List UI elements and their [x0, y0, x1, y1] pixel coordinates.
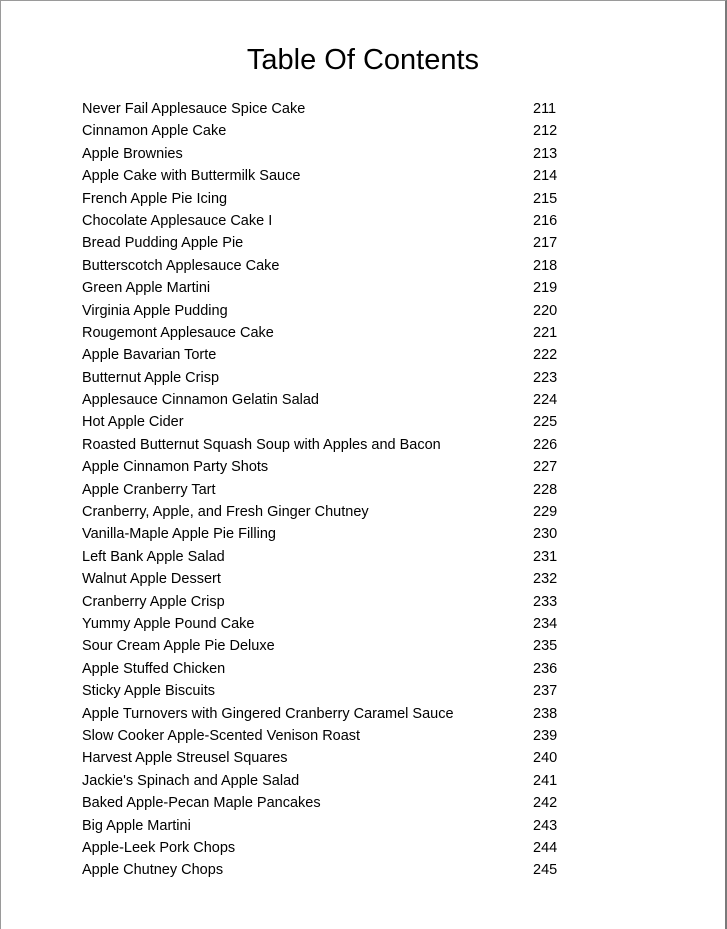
toc-entry[interactable]	[82, 434, 562, 456]
toc-entry[interactable]	[82, 591, 562, 613]
toc-entry[interactable]	[82, 568, 562, 590]
toc-entry-title: Baked Apple-Pecan Maple Pancakes	[82, 795, 321, 812]
toc-entry[interactable]	[82, 747, 562, 769]
toc-entry-page-number: 241	[533, 772, 558, 789]
toc-entry-title: Apple Cinnamon Party Shots	[82, 459, 269, 476]
toc-entry-title: Cranberry Apple Crisp	[82, 593, 225, 610]
toc-entry-page-number: 226	[533, 436, 558, 453]
toc-entry-page-number: 243	[533, 817, 558, 834]
toc-entry-page-number: 240	[533, 750, 558, 767]
toc-entry-page-number: 225	[533, 414, 558, 431]
toc-entry-title: Apple Chutney Chops	[82, 862, 224, 879]
toc-entry[interactable]	[82, 613, 562, 635]
toc-entry[interactable]	[82, 255, 562, 277]
toc-entry-page-number: 223	[533, 369, 558, 386]
toc-entry[interactable]	[82, 658, 562, 680]
toc-entry-page-number: 239	[533, 727, 558, 744]
toc-entry[interactable]	[82, 479, 562, 501]
toc-entry[interactable]	[82, 725, 562, 747]
toc-entry[interactable]	[82, 143, 562, 165]
toc-entry[interactable]	[82, 277, 562, 299]
toc-entry-page-number: 221	[533, 324, 558, 341]
toc-entry-title: Virginia Apple Pudding	[82, 302, 228, 319]
toc-entry-title: Apple-Leek Pork Chops	[82, 839, 236, 856]
toc-entry-title: Jackie's Spinach and Apple Salad	[82, 772, 300, 789]
toc-entry-title: Butternut Apple Crisp	[82, 369, 220, 386]
toc-entry[interactable]	[82, 389, 562, 411]
toc-entry-page-number: 236	[533, 660, 558, 677]
toc-entry-page-number: 232	[533, 571, 558, 588]
toc-entry-title: Yummy Apple Pound Cake	[82, 615, 255, 632]
page-title: Table Of Contents	[246, 44, 480, 76]
toc-entry-title: Bread Pudding Apple Pie	[82, 235, 244, 252]
toc-entry[interactable]	[82, 344, 562, 366]
toc-entry-title: Butterscotch Applesauce Cake	[82, 257, 280, 274]
toc-entry-page-number: 224	[533, 392, 558, 409]
toc-entry-page-number: 218	[533, 257, 558, 274]
toc-entry-title: Sour Cream Apple Pie Deluxe	[82, 638, 275, 655]
toc-entry[interactable]	[82, 120, 562, 142]
toc-entry[interactable]	[82, 501, 562, 523]
toc-entry[interactable]	[82, 300, 562, 322]
toc-entry-page-number: 228	[533, 481, 558, 498]
toc-entry-page-number: 234	[533, 615, 558, 632]
toc-entry[interactable]	[82, 165, 562, 187]
toc-entry-page-number: 244	[533, 839, 558, 856]
toc-entry-page-number: 215	[533, 190, 558, 207]
toc-entry[interactable]	[82, 815, 562, 837]
toc-entry-page-number: 222	[533, 347, 558, 364]
toc-entry[interactable]	[82, 523, 562, 545]
toc-entry-title: Apple Stuffed Chicken	[82, 660, 226, 677]
toc-entry-title: Slow Cooker Apple-Scented Venison Roast	[82, 727, 361, 744]
toc-entry[interactable]	[82, 792, 562, 814]
toc-entry-page-number: 230	[533, 526, 558, 543]
toc-entry-title: Chocolate Applesauce Cake I	[82, 212, 273, 229]
toc-entry-page-number: 227	[533, 459, 558, 476]
toc-entry[interactable]	[82, 98, 562, 120]
toc-entry-title: Harvest Apple Streusel Squares	[82, 750, 288, 767]
toc-entry-page-number: 211	[533, 101, 557, 117]
toc-entry[interactable]	[82, 859, 562, 881]
toc-entry-page-number: 235	[533, 638, 558, 655]
toc-entry-title: Sticky Apple Biscuits	[82, 683, 215, 700]
toc-entry-title: Green Apple Martini	[82, 280, 211, 297]
toc-entry-page-number: 245	[533, 862, 558, 879]
toc-entry-page-number: 237	[533, 683, 558, 700]
toc-entry[interactable]	[82, 680, 562, 702]
toc-entry-page-number: 233	[533, 593, 558, 610]
toc-entry[interactable]	[82, 546, 562, 568]
toc-entry-title: Never Fail Applesauce Spice Cake	[82, 101, 306, 117]
toc-entry-page-number: 212	[533, 123, 558, 140]
toc-entry-page-number: 216	[533, 212, 558, 229]
toc-entry[interactable]	[82, 411, 562, 433]
toc-entry[interactable]	[82, 188, 562, 210]
toc-entry-page-number: 229	[533, 504, 558, 521]
toc-entry-page-number: 214	[533, 168, 558, 185]
toc-entry[interactable]	[82, 770, 562, 792]
toc-entry-title: Left Bank Apple Salad	[82, 548, 225, 565]
toc-entry[interactable]	[82, 837, 562, 859]
toc-entry-page-number: 220	[533, 302, 558, 319]
toc-entry[interactable]	[82, 635, 562, 657]
toc-entry-page-number: 219	[533, 280, 558, 297]
toc-entry-title: Apple Turnovers with Gingered Cranberry Caramel Sauce	[82, 705, 454, 722]
toc-entry-page-number: 231	[533, 548, 558, 565]
toc-entry-title: Apple Cake with Buttermilk Sauce	[82, 168, 301, 185]
toc-entry[interactable]	[82, 210, 562, 232]
toc-entry-title: Cinnamon Apple Cake	[82, 123, 227, 140]
toc-entry-title: Apple Bavarian Torte	[82, 347, 217, 364]
toc-entry-title: Hot Apple Cider	[82, 414, 184, 431]
toc-entry[interactable]	[82, 322, 562, 344]
toc-entry[interactable]	[82, 456, 562, 478]
toc-entry-page-number: 217	[533, 235, 558, 252]
toc-entry-title: Applesauce Cinnamon Gelatin Salad	[82, 392, 319, 409]
toc-entry-title: Big Apple Martini	[82, 817, 191, 834]
toc-list	[82, 98, 562, 882]
toc-entry[interactable]	[82, 703, 562, 725]
toc-entry[interactable]	[82, 367, 562, 389]
toc-entry-title: Vanilla-Maple Apple Pie Filling	[82, 526, 276, 543]
toc-entry-title: French Apple Pie Icing	[82, 190, 228, 207]
toc-entry-page-number: 238	[533, 705, 558, 722]
toc-entry-title: Rougemont Applesauce Cake	[82, 324, 274, 341]
toc-entry-page-number: 213	[533, 145, 558, 162]
toc-entry[interactable]	[82, 232, 562, 254]
toc-entry-page-number: 242	[533, 795, 558, 812]
toc-entry-title: Cranberry, Apple, and Fresh Ginger Chutney	[82, 504, 369, 521]
toc-entry-title: Apple Brownies	[82, 145, 183, 162]
toc-entry-title: Roasted Butternut Squash Soup with Apples and Bacon	[82, 436, 441, 453]
toc-entry-title: Walnut Apple Dessert	[82, 571, 221, 588]
toc-entry-title: Apple Cranberry Tart	[82, 481, 216, 498]
